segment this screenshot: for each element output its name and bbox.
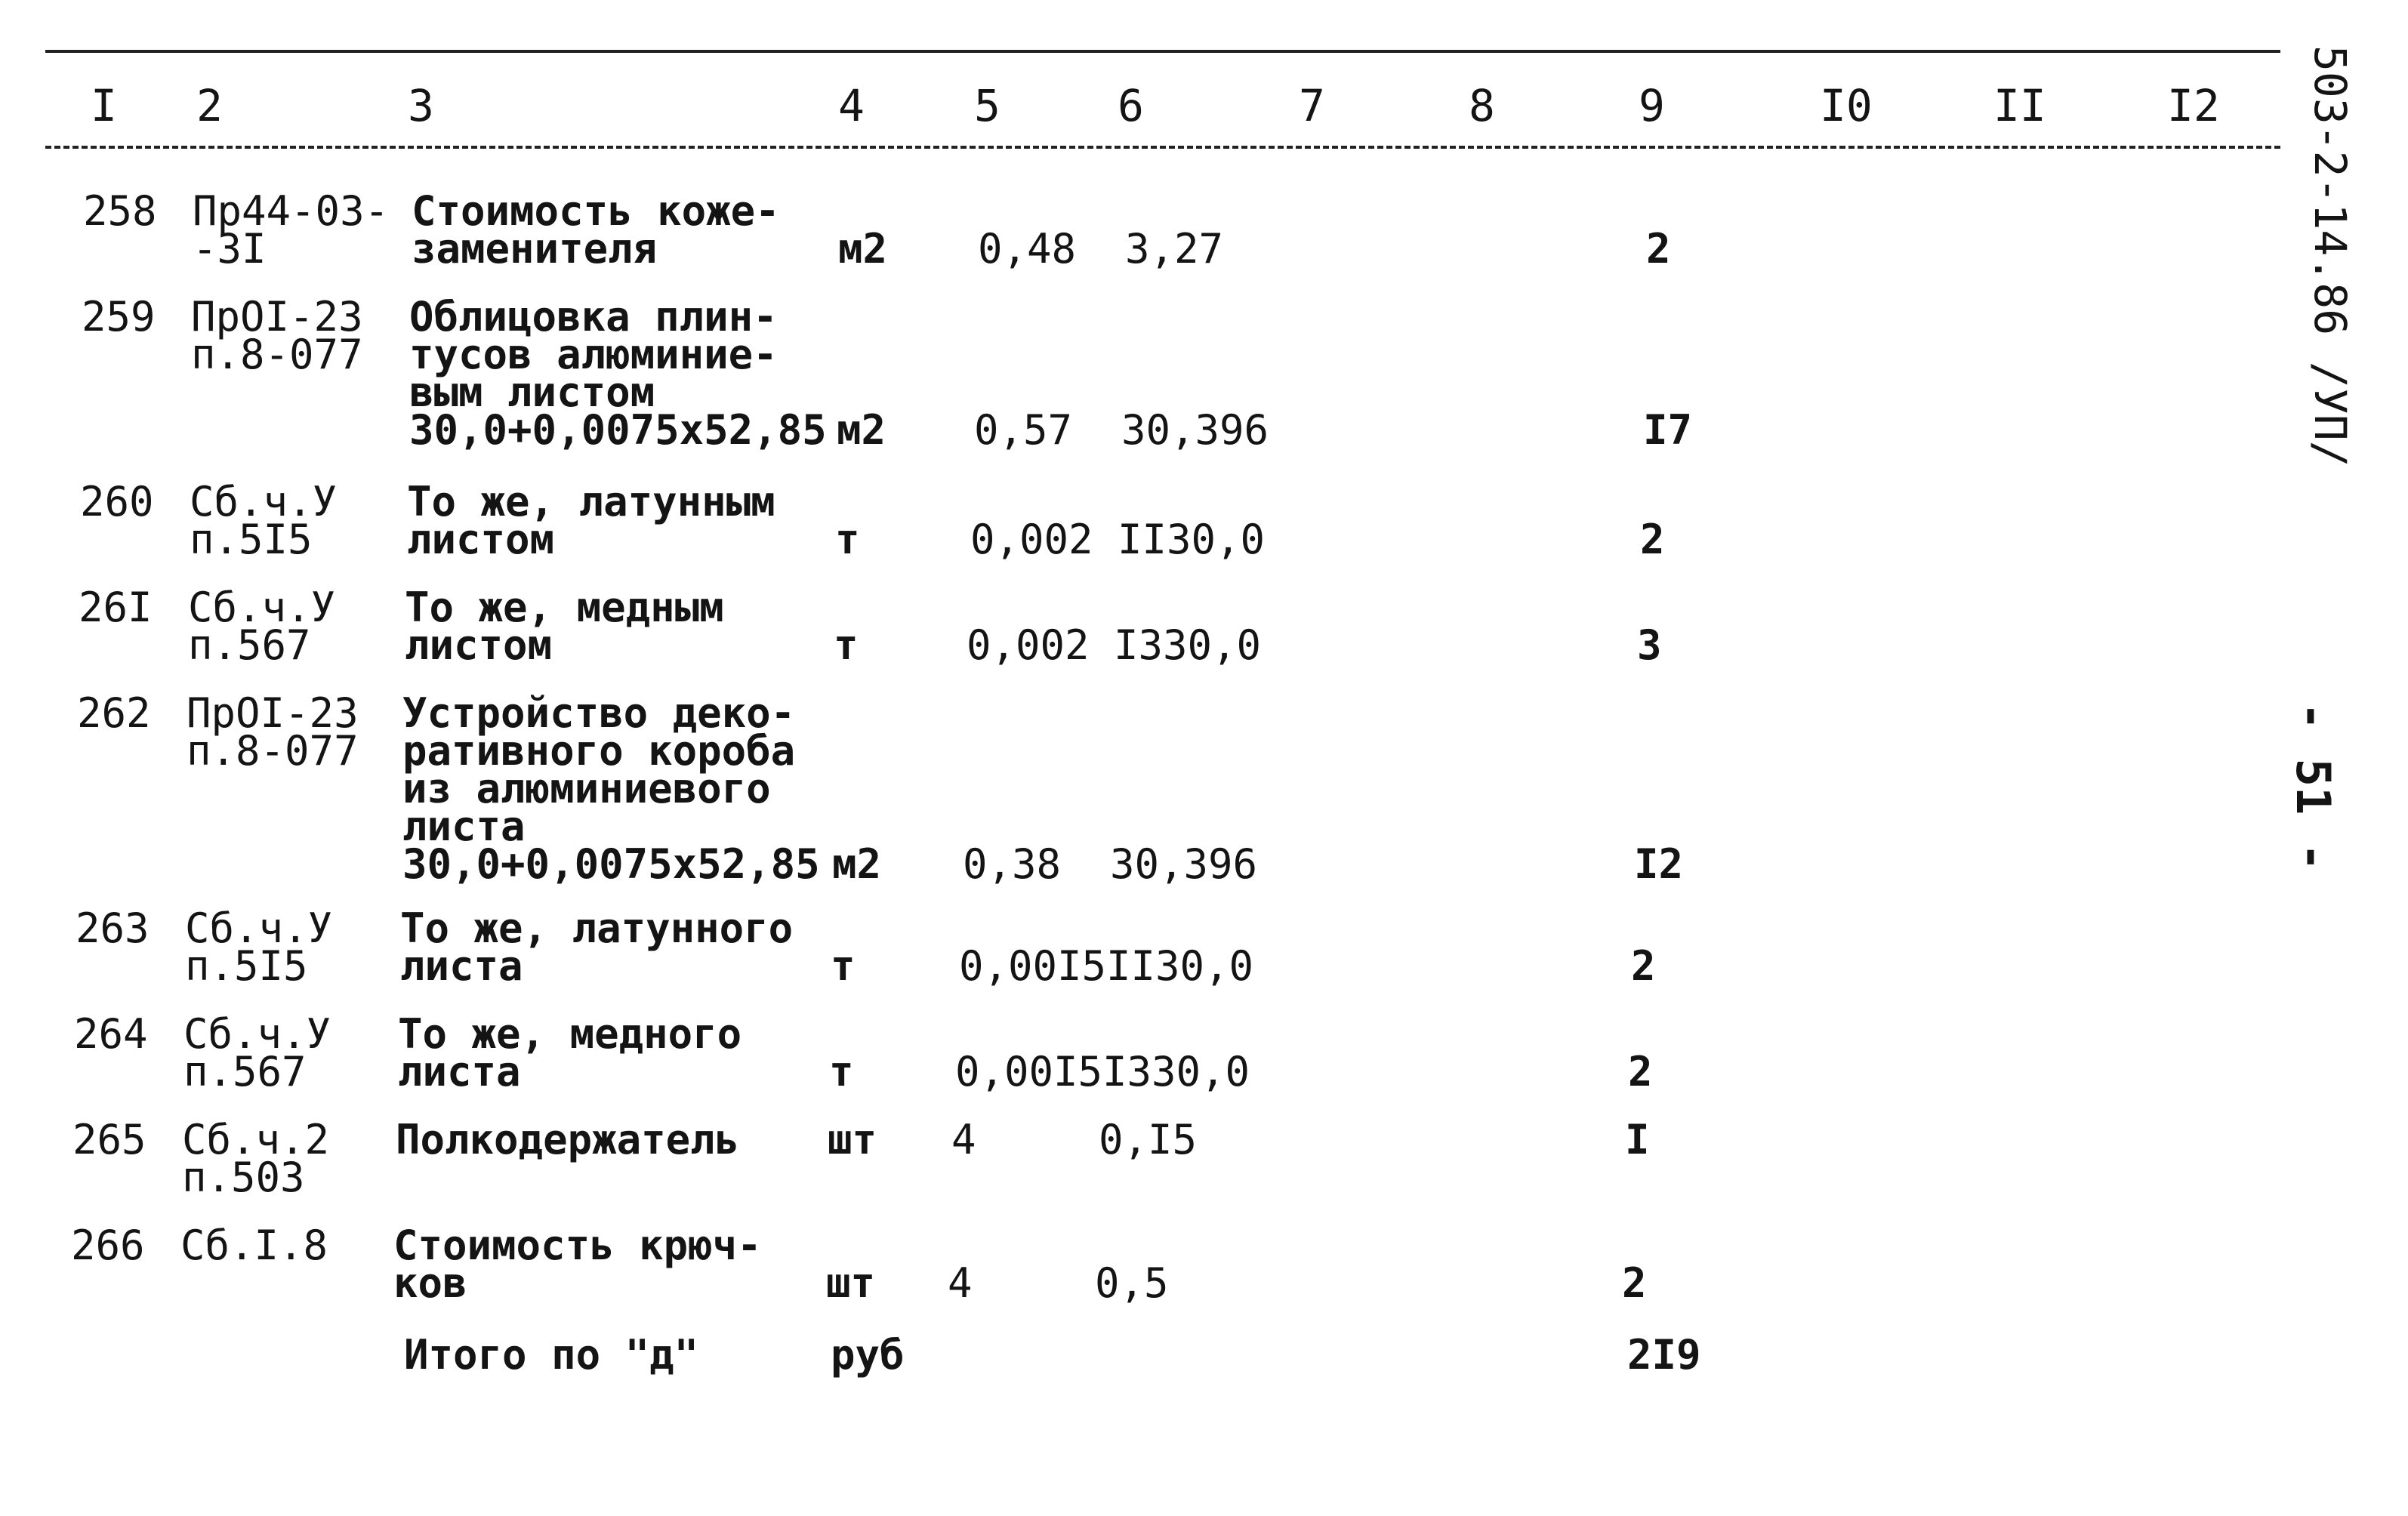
row-description: Стоимость крюч- ков — [393, 1222, 762, 1307]
row-price: 30,396 — [1121, 406, 1269, 454]
row-number: 258 — [83, 187, 157, 235]
row-description: Стоимость кожe- заменителя — [412, 187, 780, 273]
row-unit: шт — [828, 1116, 877, 1163]
row-quantity: 0,002 — [967, 621, 1090, 669]
row-code: Пр44-03- -3I — [193, 187, 390, 273]
column-header: II — [1993, 80, 2046, 131]
row-price: I330,0 — [1102, 1048, 1250, 1095]
row-description: То же, латунным листом — [407, 478, 775, 563]
column-header: I2 — [2167, 80, 2220, 131]
page-number: - 51 - — [2286, 702, 2341, 871]
row-code: Сб.ч.У п.5I5 — [185, 904, 333, 990]
row-code: Сб.ч.У п.567 — [188, 584, 336, 669]
row-number: 266 — [71, 1222, 145, 1269]
column-header: 3 — [408, 80, 434, 131]
row-code: Сб.ч.2 п.503 — [182, 1116, 330, 1201]
row-total: I7 — [1643, 406, 1693, 454]
total-unit: руб — [831, 1331, 905, 1379]
row-quantity: 0,002 — [970, 516, 1093, 563]
row-number: 263 — [76, 904, 150, 952]
row-code: Сб.ч.У п.567 — [183, 1010, 331, 1095]
row-total: 2 — [1622, 1259, 1647, 1307]
total-label: Итого по "д" — [404, 1331, 699, 1379]
row-number: 264 — [74, 1010, 148, 1058]
column-header: I — [91, 80, 117, 131]
row-number: 262 — [77, 689, 151, 737]
row-quantity: 4 — [951, 1116, 976, 1163]
row-unit: м2 — [838, 225, 888, 273]
column-header: 6 — [1118, 80, 1144, 131]
row-price: II30,0 — [1118, 516, 1266, 563]
row-number: 260 — [80, 478, 154, 525]
row-quantity: 0,48 — [978, 225, 1077, 273]
column-header: 9 — [1639, 80, 1665, 131]
row-price: 3,27 — [1125, 225, 1224, 273]
row-unit: т — [835, 516, 860, 563]
row-description: То же, медного листа — [398, 1010, 742, 1095]
row-total: 2 — [1628, 1048, 1653, 1095]
row-price: I330,0 — [1114, 621, 1262, 669]
row-quantity: 4 — [948, 1259, 973, 1307]
column-header: 5 — [974, 80, 1001, 131]
row-code: Сб.I.8 — [180, 1222, 328, 1269]
row-quantity: 0,38 — [963, 840, 1062, 888]
column-header: I0 — [1820, 80, 1873, 131]
row-unit: м2 — [837, 406, 886, 454]
column-header: 8 — [1469, 80, 1495, 131]
row-description: Устройство деко- ративного короба из алюминиевого листа 30,0+0,0075х52,85 — [402, 689, 820, 888]
row-code: ПрОI-23 п.8-077 — [191, 293, 363, 378]
row-unit: т — [834, 621, 859, 669]
row-number: 265 — [72, 1116, 146, 1163]
row-total: 2 — [1631, 942, 1656, 990]
top-rule — [45, 50, 2280, 53]
row-total: 2 — [1640, 516, 1665, 563]
row-quantity: 0,00I5 — [955, 1048, 1103, 1095]
row-quantity: 0,57 — [974, 406, 1073, 454]
row-total: 3 — [1637, 621, 1662, 669]
row-price: 30,396 — [1110, 840, 1258, 888]
row-unit: т — [829, 1048, 854, 1095]
row-number: 26I — [79, 584, 153, 631]
column-header: 4 — [838, 80, 865, 131]
row-description: Облицовка плин- тусов алюминие- вым листом 30,0+0,0075х52,85 — [409, 293, 827, 454]
row-total: I — [1625, 1116, 1650, 1163]
row-price: II30,0 — [1106, 942, 1254, 990]
row-unit: м2 — [832, 840, 882, 888]
column-header: 7 — [1299, 80, 1325, 131]
row-price: 0,5 — [1095, 1259, 1169, 1307]
row-quantity: 0,00I5 — [959, 942, 1107, 990]
row-number: 259 — [82, 293, 156, 340]
column-header: 2 — [196, 80, 223, 131]
row-code: Сб.ч.У п.5I5 — [190, 478, 338, 563]
row-unit: шт — [826, 1259, 876, 1307]
header-rule — [45, 146, 2280, 149]
document-code: 503-2-14.86 /УП/ — [2305, 45, 2356, 467]
row-description: То же, медным листом — [405, 584, 724, 669]
row-total: I2 — [1634, 840, 1684, 888]
row-total: 2 — [1646, 225, 1671, 273]
row-unit: т — [831, 942, 856, 990]
total-value: 2I9 — [1627, 1331, 1701, 1379]
row-code: ПрОI-23 п.8-077 — [187, 689, 359, 775]
row-description: То же, латунного листа — [400, 904, 794, 990]
row-price: 0,I5 — [1099, 1116, 1198, 1163]
row-description: Полкодержатель — [396, 1116, 740, 1163]
